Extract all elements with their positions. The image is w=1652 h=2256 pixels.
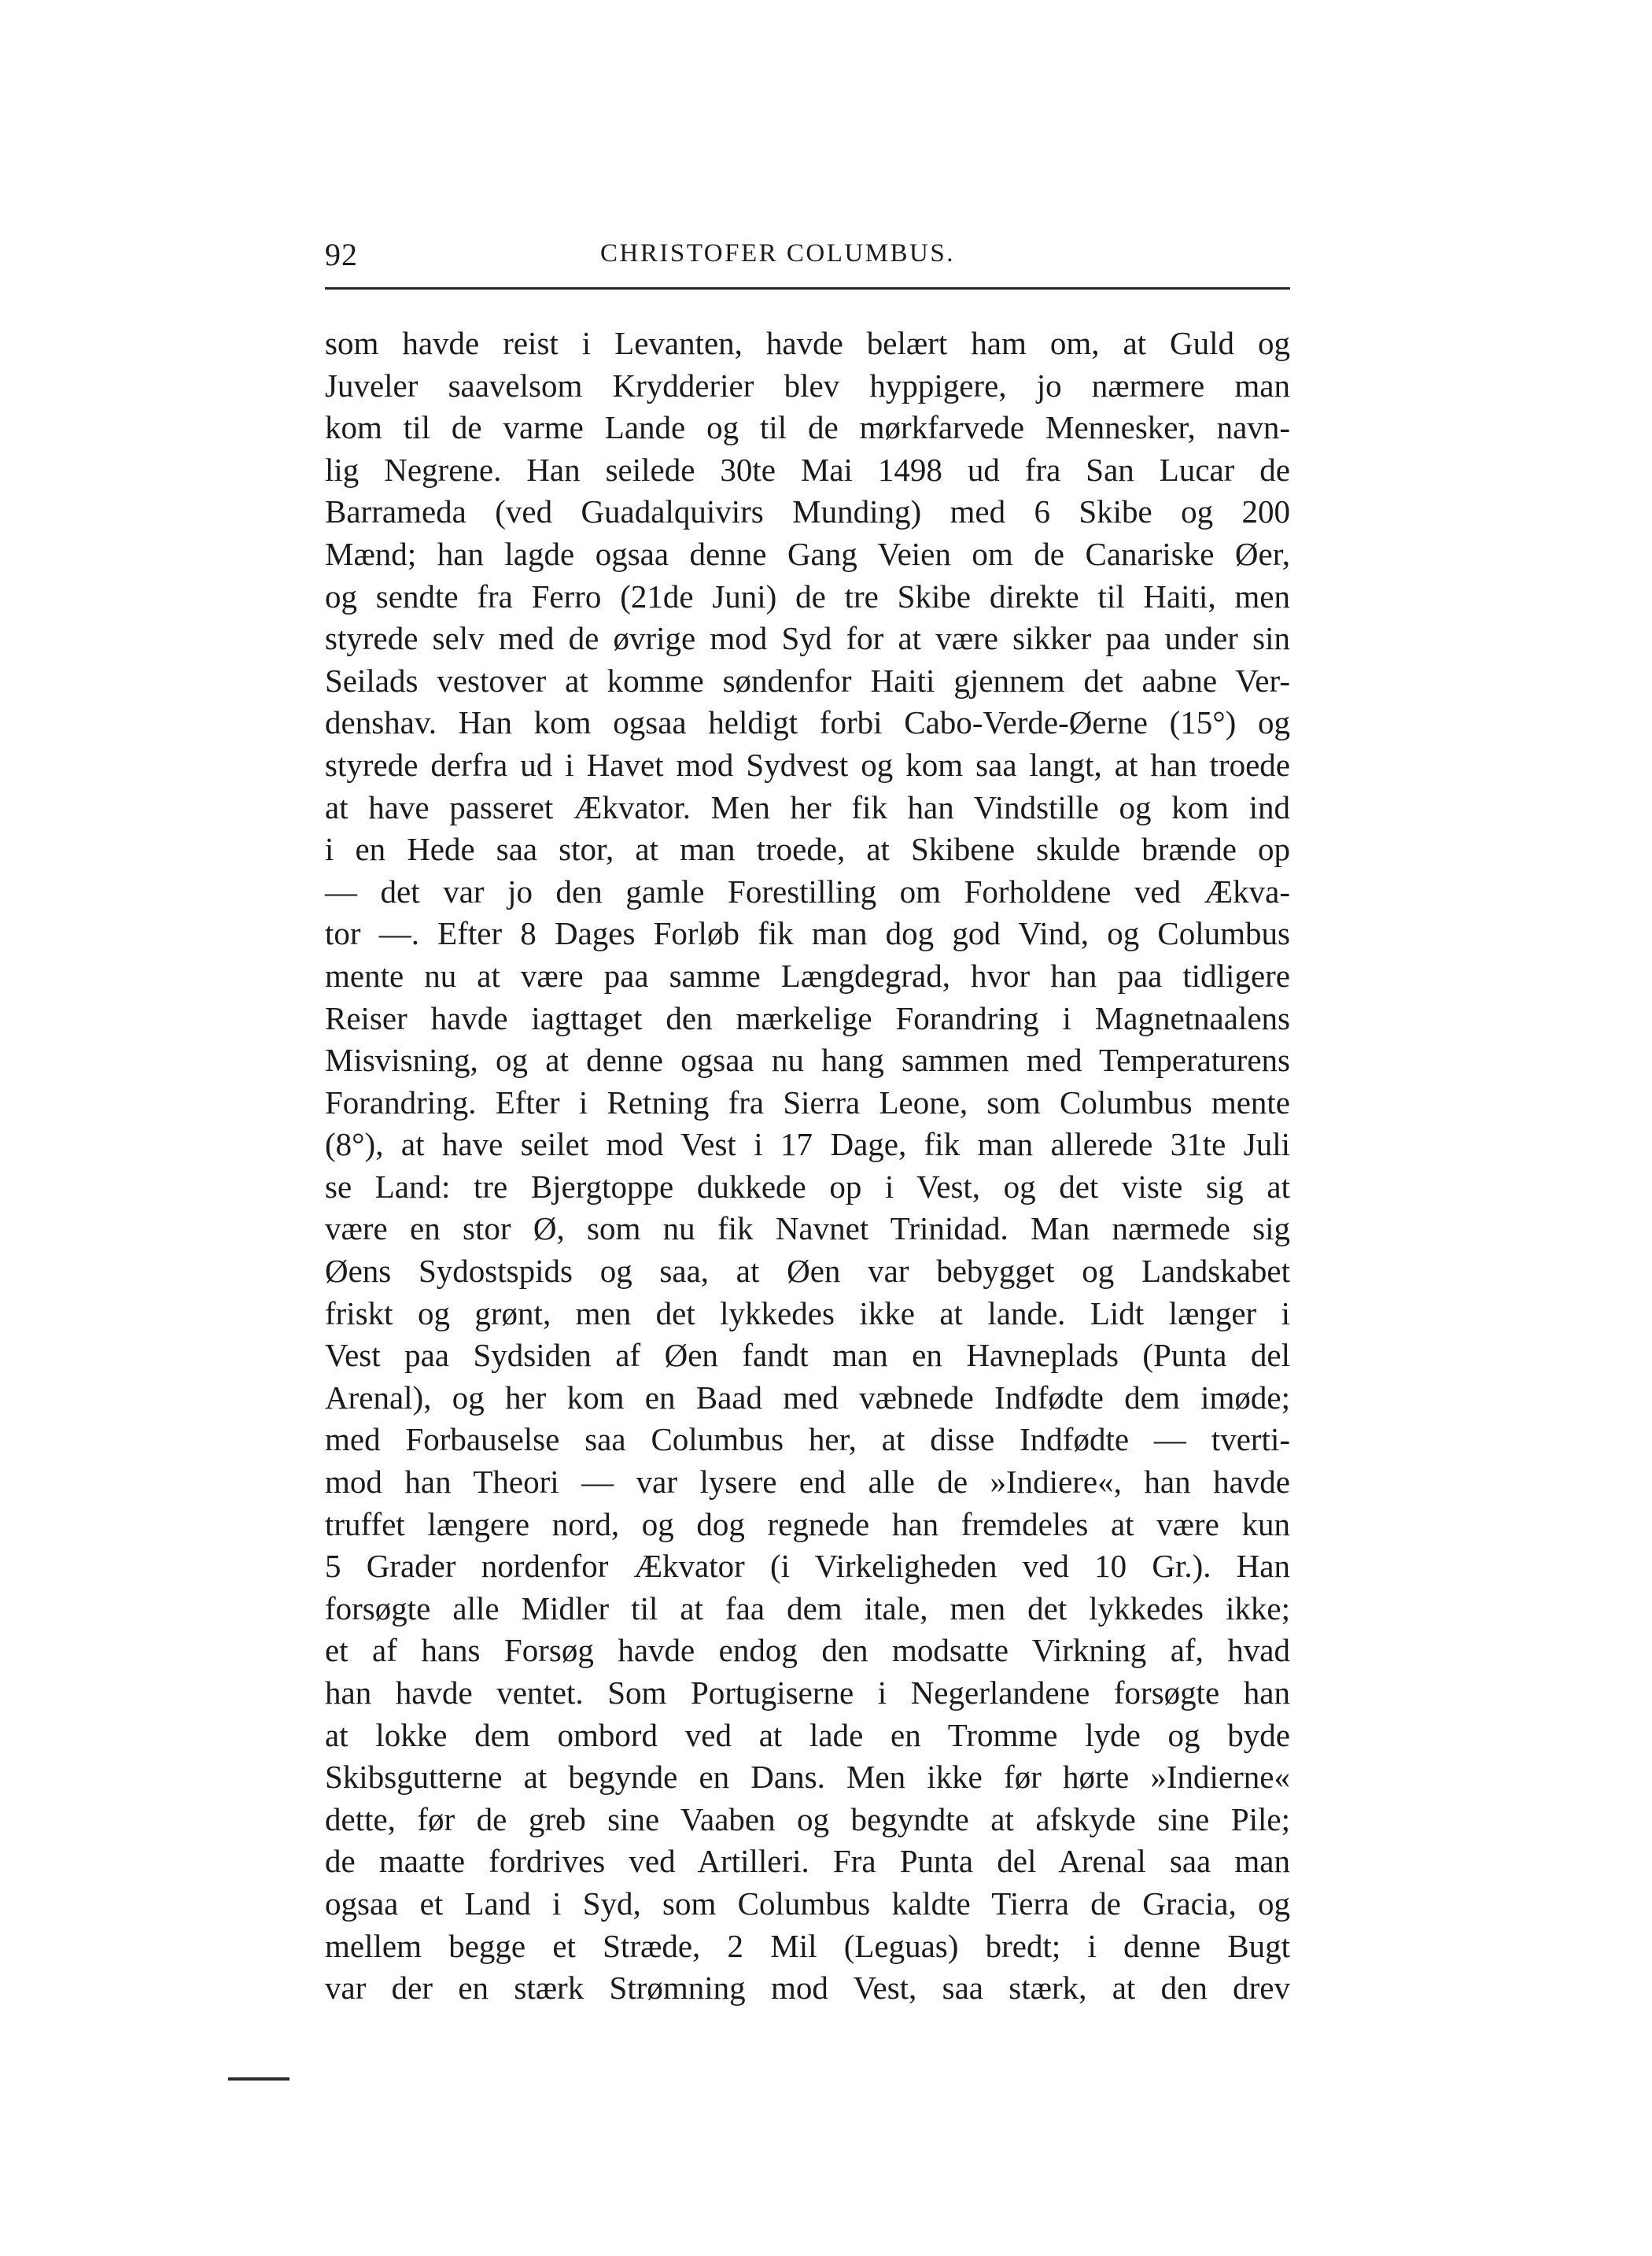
text-line: Misvisning, og at denne ogsaa nu hang sammen med Temperaturens [325, 1042, 1290, 1079]
running-title: CHRISTOFER COLUMBUS. [600, 239, 955, 268]
text-line: Juveler saavelsom Krydderier blev hyppigere, jo nærmere man [325, 367, 1290, 404]
text-line: Øens Sydostspids og saa, at Øen var bebygget og Landskabet [325, 1253, 1290, 1290]
text-line: at lokke dem ombord ved at lade en Tromme lyde og byde [325, 1716, 1290, 1753]
text-line: forsøgte alle Midler til at faa dem itale, men det lykkedes ikke; [325, 1590, 1290, 1626]
text-line: 5 Grader nordenfor Ækvator (i Virkeligheden ved 10 Gr.). Han [325, 1548, 1290, 1585]
text-line: friskt og grønt, men det lykkedes ikke at lande. Lidt længer i [325, 1294, 1290, 1331]
text-line: se Land: tre Bjergtoppe dukkede op i Vest, og det viste sig at [325, 1168, 1290, 1205]
text-line: Skibsgutterne at begynde en Dans. Men ikke før hørte »Indierne« [325, 1759, 1290, 1796]
text-line: i en Hede saa stor, at man troede, at Skibene skulde brænde op [325, 831, 1290, 868]
text-line: være en stor Ø, som nu fik Navnet Trinidad. Man nærmede sig [325, 1210, 1290, 1247]
margin-mark [228, 2077, 289, 2081]
text-line: tor —. Efter 8 Dages Forløb fik man dog god Vind, og Columbus [325, 915, 1290, 952]
text-line: Vest paa Sydsiden af Øen fandt man en Havneplads (Punta del [325, 1337, 1290, 1374]
text-line: mente nu at være paa samme Længdegrad, hvor han paa tidligere [325, 957, 1290, 994]
text-line: Forandring. Efter i Retning fra Sierra Leone, som Columbus mente [325, 1084, 1290, 1121]
text-line: de maatte fordrives ved Artilleri. Fra Punta del Arenal saa man [325, 1843, 1290, 1880]
text-line: styrede selv med de øvrige mod Syd for at være sikker paa under sin [325, 620, 1290, 657]
text-line: styrede derfra ud i Havet mod Sydvest og kom saa langt, at han troede [325, 746, 1290, 783]
text-line: (8°), at have seilet mod Vest i 17 Dage, fik man allerede 31te Juli [325, 1126, 1290, 1163]
text-line: truffet længere nord, og dog regnede han fremdeles at være kun [325, 1505, 1290, 1542]
text-line: — det var jo den gamle Forestilling om Forholdene ved Ækva- [325, 873, 1290, 910]
text-line: at have passeret Ækvator. Men her fik han Vindstille og kom ind [325, 788, 1290, 825]
header-rule [325, 287, 1290, 290]
text-line: kom til de varme Lande og til de mørkfarvede Mennesker, navn- [325, 409, 1290, 446]
text-line: og sendte fra Ferro (21de Juni) de tre Skibe direkte til Haiti, men [325, 578, 1290, 615]
text-line: Arenal), og her kom en Baad med væbnede Indfødte dem imøde; [325, 1379, 1290, 1416]
running-head [325, 236, 1290, 283]
text-line: denshav. Han kom ogsaa heldigt forbi Cabo-Verde-Øerne (15°) og [325, 704, 1290, 741]
text-line: var der en stærk Strømning mod Vest, saa stærk, at den drev [325, 1970, 1290, 2007]
text-line: et af hans Forsøg havde endog den modsatte Virkning af, hvad [325, 1632, 1290, 1669]
text-line: lig Negrene. Han seilede 30te Mai 1498 ud fra San Lucar de [325, 451, 1290, 488]
text-line: Barrameda (ved Guadalquivirs Munding) med 6 Skibe og 200 [325, 493, 1290, 530]
text-line: mod han Theori — var lysere end alle de »Indiere«, han havde [325, 1464, 1290, 1501]
text-line: med Forbauselse saa Columbus her, at disse Indfødte — tverti- [325, 1421, 1290, 1458]
text-line: Seilads vestover at komme søndenfor Haiti gjennem det aabne Ver- [325, 662, 1290, 699]
text-line: ogsaa et Land i Syd, som Columbus kaldte Tierra de Gracia, og [325, 1885, 1290, 1922]
text-line: Reiser havde iagttaget den mærkelige Forandring i Magnetnaalens [325, 999, 1290, 1036]
text-line: dette, før de greb sine Vaaben og begyndte at afskyde sine Pile; [325, 1800, 1290, 1837]
text-line: Mænd; han lagde ogsaa denne Gang Veien om de Canariske Øer, [325, 535, 1290, 572]
text-line: han havde ventet. Som Portugiserne i Negerlandene forsøgte han [325, 1674, 1290, 1711]
text-line: mellem begge et Stræde, 2 Mil (Leguas) bredt; i denne Bugt [325, 1927, 1290, 1964]
body-text [325, 323, 1290, 2010]
page-number: 92 [325, 237, 358, 272]
text-line: som havde reist i Levanten, havde belært ham om, at Guld og [325, 325, 1290, 361]
